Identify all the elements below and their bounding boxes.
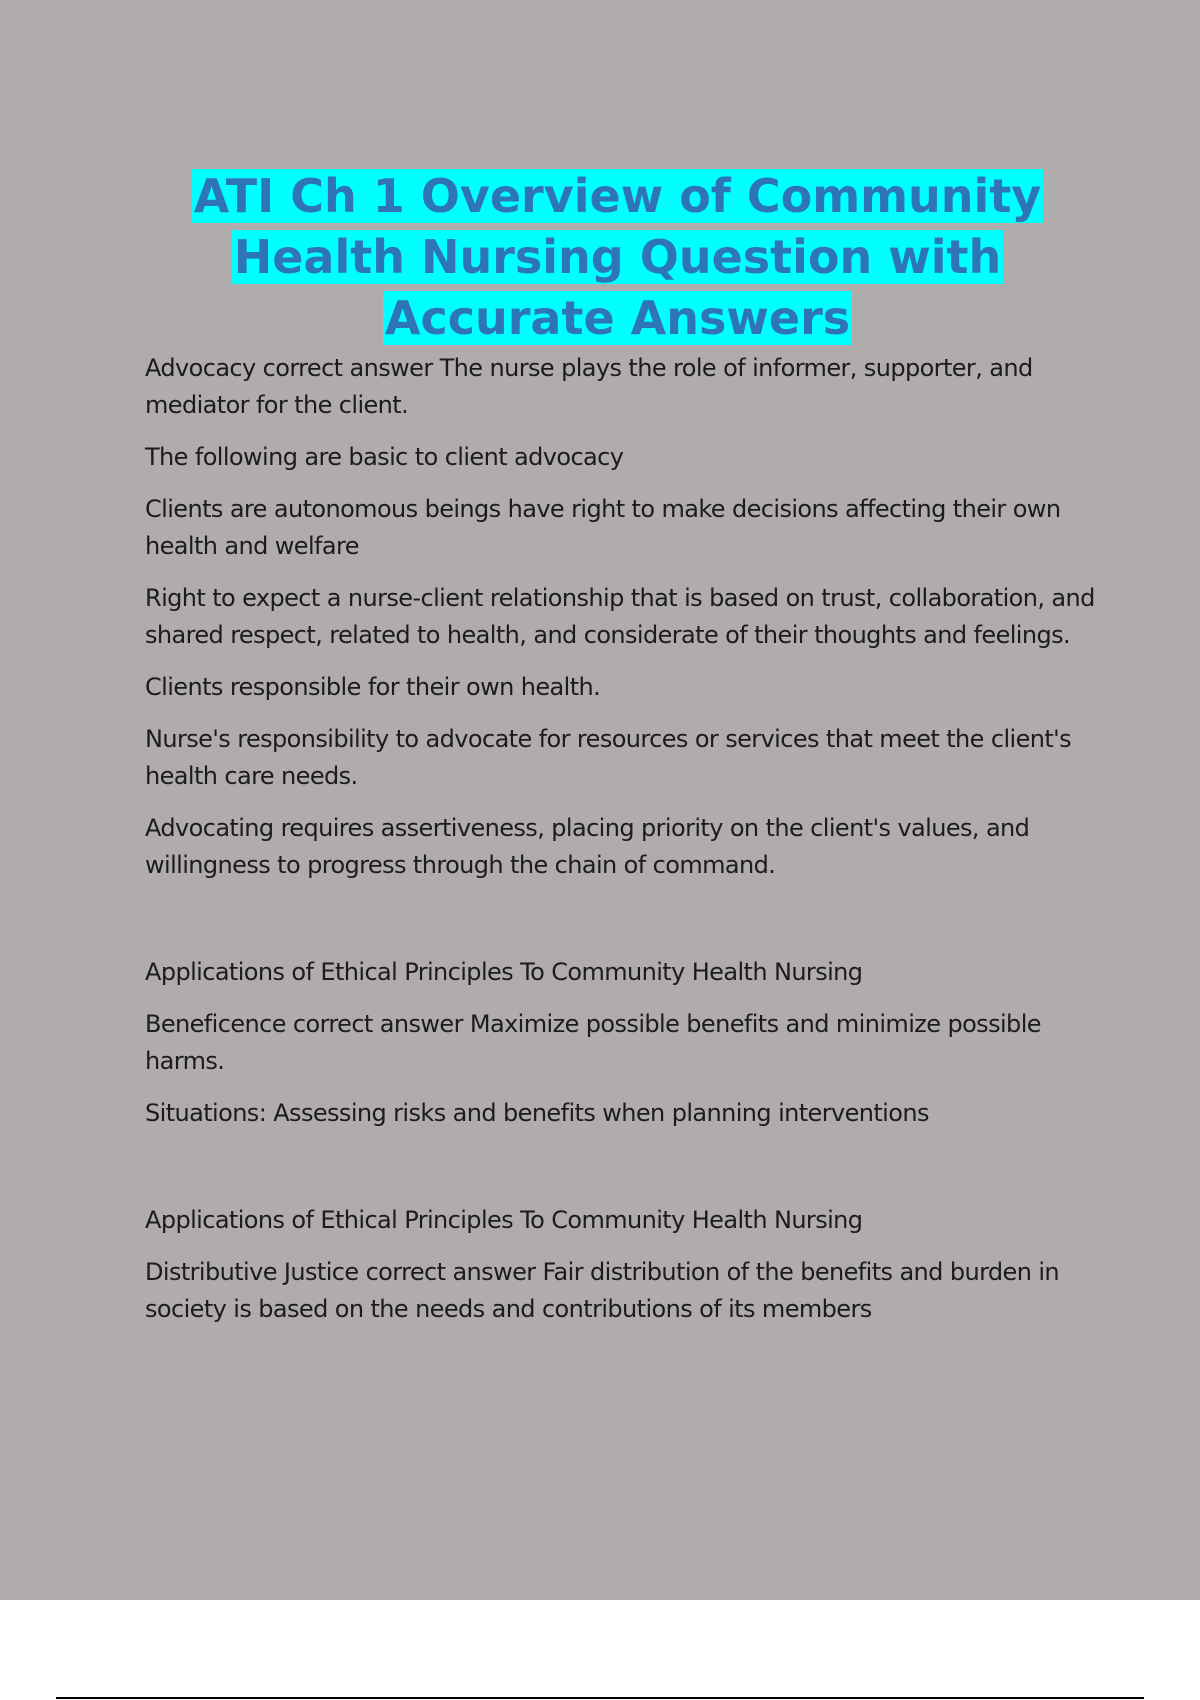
paragraph: Clients responsible for their own health. [145,673,601,701]
paragraph: Situations: Assessing risks and benefits when planning interventions [145,1099,929,1127]
paragraph-distributive-justice-definition: Distributive Justice correct answer Fair distribution of the benefits and burden in society is based on the needs and contributions of its members [145,1258,1060,1323]
paragraph-advocacy-definition: Advocacy correct answer The nurse plays the role of informer, supporter, and mediator for the client. [145,354,1033,419]
document-body [145,350,1095,1343]
section-heading: Applications of Ethical Principles To Community Health Nursing [145,1206,863,1234]
title-line: Health Nursing Question with [233,230,1002,284]
title-line: Accurate Answers [384,291,851,345]
title-line: ATI Ch 1 Overview of Community [193,169,1042,223]
paragraph-beneficence-definition: Beneficence correct answer Maximize possible benefits and minimize possible harms. [145,1010,1041,1075]
document-title [100,166,1135,349]
footer-divider [56,1697,1144,1699]
paragraph: The following are basic to client advocacy [145,443,624,471]
paragraph: Advocating requires assertiveness, placing priority on the client's values, and willingness to progress through the chain of command. [145,814,1030,879]
paragraph: Right to expect a nurse-client relationship that is based on trust, collaboration, and shared respect, related to health, and considerate of their thoughts and feelings. [145,584,1095,649]
section-heading: Applications of Ethical Principles To Community Health Nursing [145,958,863,986]
paragraph: Clients are autonomous beings have right to make decisions affecting their own health and welfare [145,495,1061,560]
paragraph: Nurse's responsibility to advocate for resources or services that meet the client's health care needs. [145,725,1072,790]
